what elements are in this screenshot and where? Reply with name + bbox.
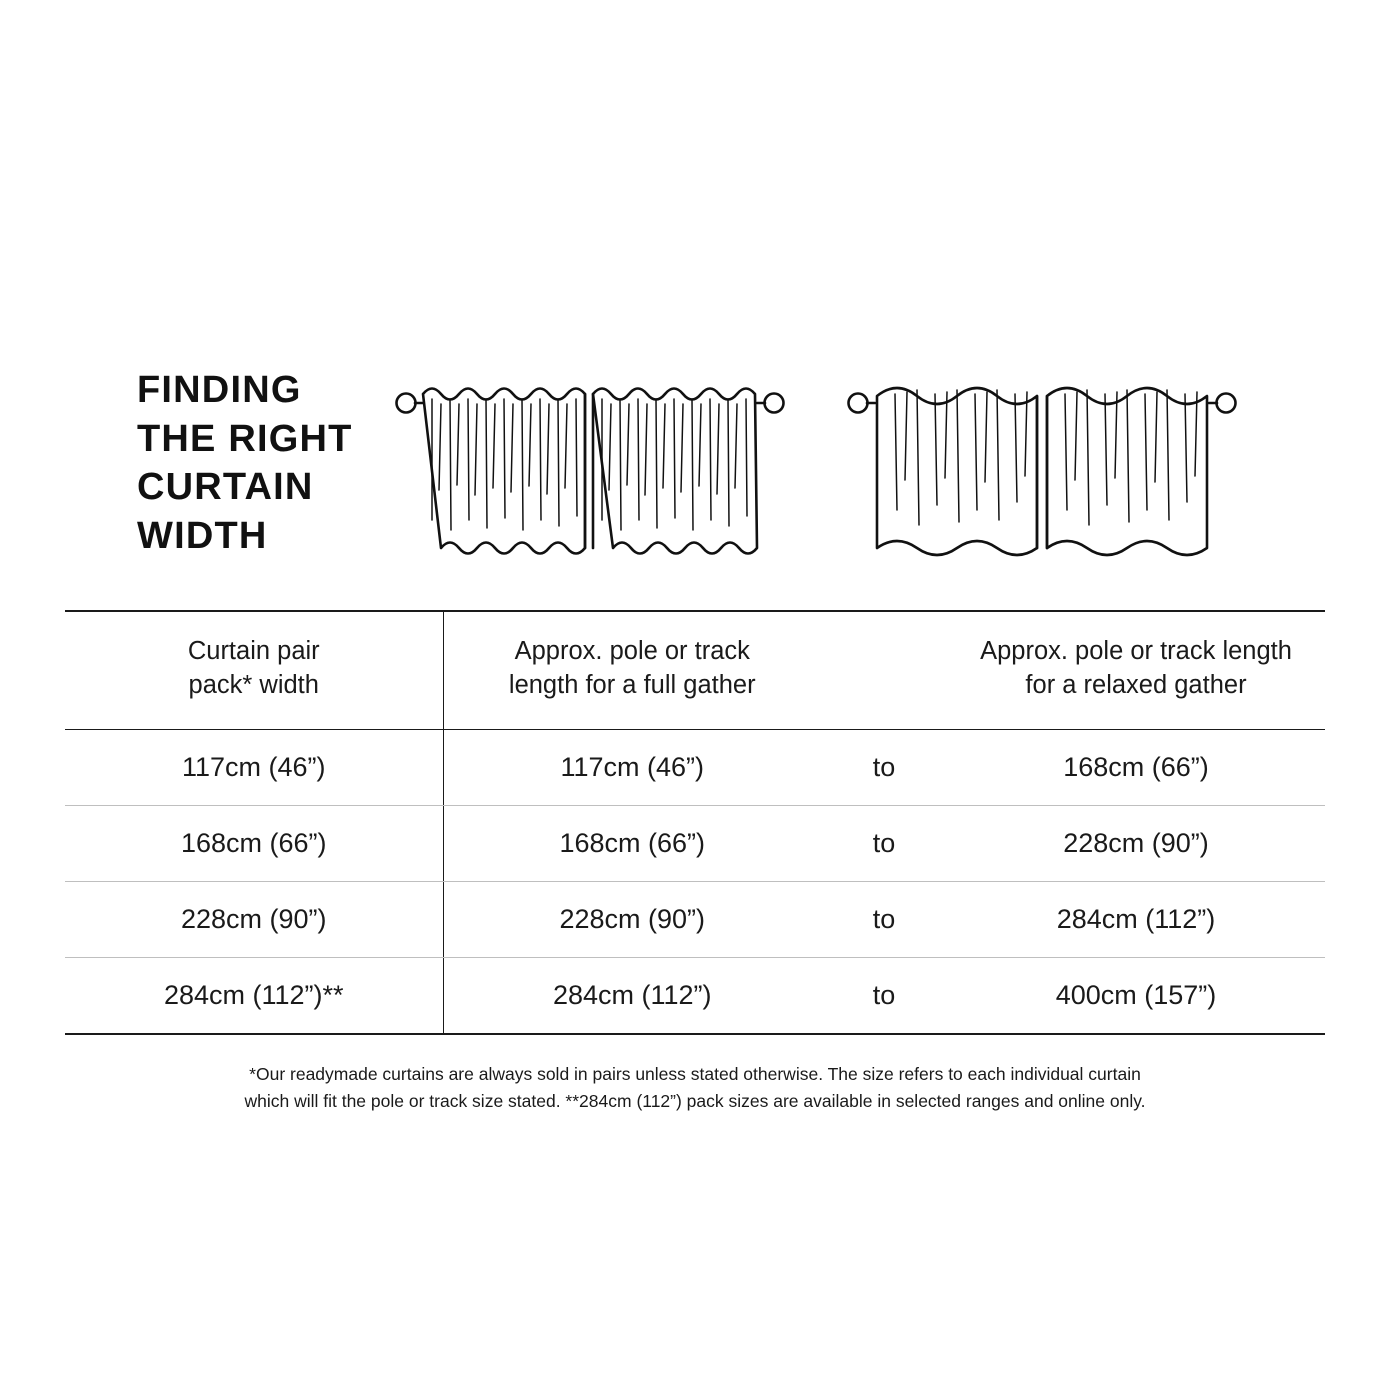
column-header-pack-width-line2: pack* width [188,671,319,700]
cell-connector: to [821,881,947,957]
illustrations [395,360,1325,585]
cell-connector: to [821,729,947,805]
cell-full-gather: 228cm (90”) [443,881,821,957]
column-header-pack-width [65,611,443,729]
title-line-3: CURTAIN [137,466,314,509]
column-header-full-gather-line2: length for a full gather [508,671,756,700]
cell-pack-width: 284cm (112”)** [65,957,443,1034]
title-line-1: FINDING [137,369,302,411]
column-header-relaxed-gather-line1: Approx. pole or track length [980,637,1292,665]
cell-relaxed-gather: 284cm (112”) [947,881,1325,957]
cell-pack-width: 228cm (90”) [65,881,443,957]
column-header-relaxed-gather [947,611,1325,729]
header-row [65,360,1325,610]
column-header-spacer [821,611,947,729]
column-header-full-gather-line1: Approx. pole or track [514,637,750,665]
pole-finial-left-icon [849,394,868,413]
table-row [65,881,1325,957]
pole-finial-right-icon [1217,394,1236,413]
cell-full-gather: 117cm (46”) [443,729,821,805]
column-header-pack-width-line1: Curtain pair [187,637,320,665]
table-body [65,729,1325,1034]
pole-finial-left-icon [397,394,416,413]
cell-pack-width: 117cm (46”) [65,729,443,805]
full-gather-curtain-illustration [395,370,785,585]
pole-finial-right-icon [765,394,784,413]
page-title [65,360,395,561]
footnote [65,1061,1325,1115]
footnote-line-2: which will fit the pole or track size stated. **284cm (112”) pack sizes are available in selected ranges and online only. [244,1090,1146,1111]
table-row [65,805,1325,881]
title-line-2: THE RIGHT [137,417,353,460]
guide-content [65,360,1325,1115]
table-row [65,729,1325,805]
curtain-size-table [65,610,1325,1035]
table-header [65,611,1325,729]
column-header-full-gather [443,611,821,729]
table-header-row [65,611,1325,729]
cell-full-gather: 284cm (112”) [443,957,821,1034]
cell-relaxed-gather: 400cm (157”) [947,957,1325,1034]
cell-connector: to [821,805,947,881]
cell-relaxed-gather: 228cm (90”) [947,805,1325,881]
title-line-4: WIDTH [137,514,268,557]
cell-connector: to [821,957,947,1034]
column-header-relaxed-gather-line2: for a relaxed gather [1025,671,1247,700]
cell-relaxed-gather: 168cm (66”) [947,729,1325,805]
cell-pack-width: 168cm (66”) [65,805,443,881]
table-row [65,957,1325,1034]
footnote-line-1: *Our readymade curtains are always sold in pairs unless stated otherwise. The size refers to each individual curtain [249,1063,1141,1084]
relaxed-gather-curtain-illustration [847,370,1237,585]
cell-full-gather: 168cm (66”) [443,805,821,881]
